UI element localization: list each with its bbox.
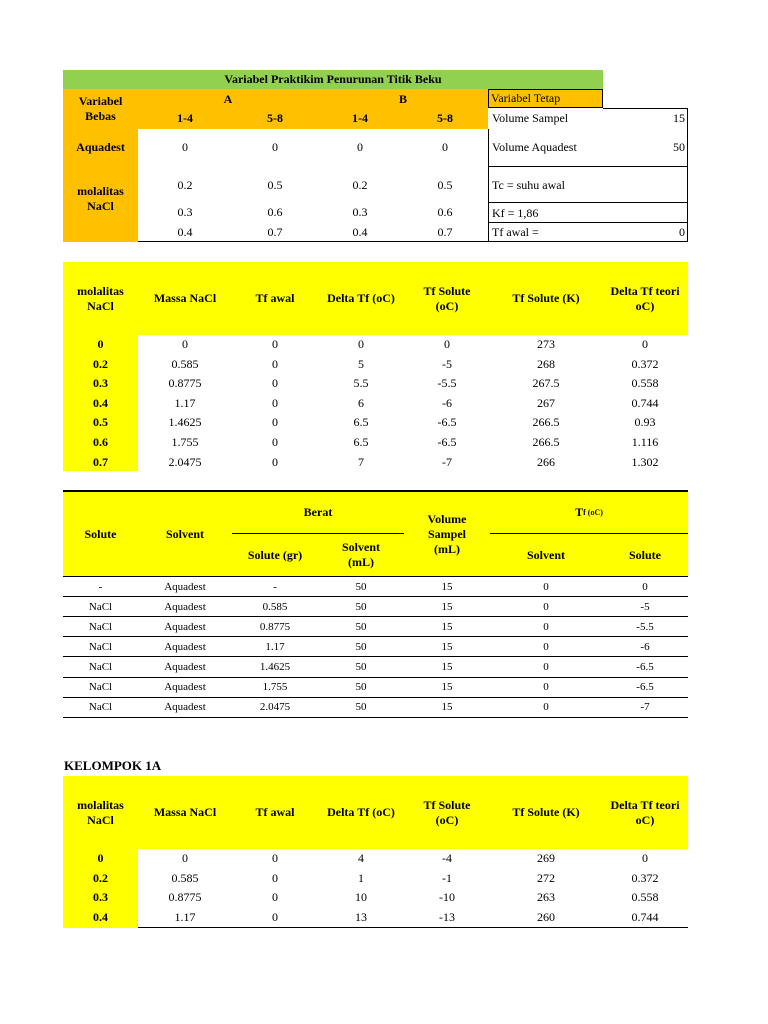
table-cell: 0.8775	[259, 620, 291, 633]
header-cell: Tf Solute (oC)	[423, 283, 471, 313]
volume-sampel-header: Volume Sampel (mL)	[427, 511, 467, 556]
header-cell: Tf Solute (oC)	[423, 797, 471, 827]
table-cell: 15	[441, 620, 453, 633]
table-cell: -4	[442, 851, 452, 865]
table-cell: 5	[358, 356, 364, 371]
table-cell: Aquadest	[164, 640, 206, 653]
molalitas-cell: 0.5	[437, 177, 453, 192]
table-cell: 50	[355, 580, 367, 593]
table-cell: 1.17	[174, 909, 196, 924]
table-cell: 0.3	[93, 890, 108, 904]
solvent-header: Solvent	[165, 526, 204, 541]
table-cell: 50	[355, 600, 367, 613]
table-cell: 0	[97, 337, 104, 351]
table-cell: 50	[355, 681, 367, 693]
table-cell: 0.2	[93, 356, 108, 371]
table-cell: 0	[543, 660, 549, 673]
molalitas-cell: 0.4	[177, 225, 193, 239]
table-cell: 0.4	[93, 909, 108, 924]
tetap-label: Kf = 1,86	[492, 205, 539, 220]
aquadest-label: Aquadest	[76, 140, 125, 154]
table-cell: 6.5	[353, 415, 369, 430]
table-cell: 267	[537, 395, 555, 410]
table-cell: 267.5	[532, 376, 560, 391]
sub-header-b2: 5-8	[437, 110, 453, 125]
table-cell: 0.744	[631, 395, 659, 410]
table-cell: 0	[642, 851, 648, 865]
table-cell: 0.7	[93, 454, 108, 469]
divider	[138, 927, 688, 928]
tetap-value: 15	[673, 110, 685, 125]
table-cell: 0	[358, 337, 364, 351]
table-cell: 272	[537, 870, 555, 885]
table-cell: 263	[537, 890, 555, 904]
table-cell: 10	[355, 890, 367, 904]
header-cell: Tf awal	[255, 291, 295, 305]
table-cell: 0	[543, 681, 549, 693]
header-cell: Delta Tf teori oC)	[610, 797, 680, 827]
group-a-label: A	[223, 91, 233, 106]
solute-header: Solute	[84, 526, 117, 541]
table-cell: 0.3	[93, 376, 108, 391]
table-cell: NaCl	[88, 660, 113, 673]
table-cell: 2.0475	[259, 701, 291, 714]
kelompok-title: KELOMPOK 1A	[64, 758, 162, 773]
table-cell: 0	[543, 701, 549, 714]
table-cell: -10	[439, 890, 455, 904]
table-cell: 269	[537, 851, 555, 865]
table-cell: 0	[543, 580, 549, 593]
variabel-tetap-header: Variabel Tetap	[488, 89, 603, 108]
table-cell: 0	[543, 620, 549, 633]
table-cell: 1.755	[262, 681, 288, 693]
molalitas-cell: 0.5	[267, 177, 283, 192]
table-cell: Aquadest	[164, 600, 206, 613]
table-cell: Aquadest	[164, 620, 206, 633]
table-cell: 50	[355, 640, 367, 653]
table-cell: 0.372	[631, 870, 659, 885]
table-cell: 15	[441, 660, 453, 673]
table-cell: -5	[442, 356, 452, 371]
table-cell: -	[98, 580, 103, 593]
table-cell: 0	[272, 851, 278, 865]
table-cell: -13	[439, 909, 455, 924]
table-cell: 1.17	[265, 640, 285, 653]
table-cell: 0.585	[262, 600, 288, 613]
table-cell: 1.755	[171, 435, 199, 449]
aquadest-value: 0	[357, 140, 363, 154]
table-cell: -7	[640, 701, 650, 714]
table-cell: Aquadest	[164, 660, 206, 673]
table-cell: NaCl	[88, 640, 113, 653]
table-cell: NaCl	[88, 620, 113, 633]
molalitas-cell: 0.3	[177, 205, 193, 219]
table-cell: 4	[358, 851, 364, 865]
table-cell: 1.116	[631, 435, 659, 449]
table-cell: 266	[537, 454, 555, 469]
header-cell: Massa NaCl	[153, 291, 217, 305]
tetap-value	[640, 168, 687, 202]
table-cell: 0	[272, 356, 278, 371]
table-cell: 0	[642, 337, 648, 351]
molalitas-cell: 0.4	[352, 225, 368, 239]
table-cell: 1.17	[174, 395, 196, 410]
table-cell: 0	[543, 600, 549, 613]
table-cell: 50	[355, 701, 367, 714]
tetap-label: Volume Sampel	[492, 110, 569, 125]
table-cell: Aquadest	[164, 681, 206, 693]
table-cell: 50	[355, 620, 367, 633]
tetap-value: 0	[679, 224, 685, 239]
table-cell: 15	[441, 600, 453, 613]
tetap-value: 50	[673, 139, 685, 154]
table-cell: 0.558	[631, 376, 659, 391]
divider	[488, 202, 688, 203]
table-cell: -5.5	[636, 620, 654, 633]
tf-header	[490, 492, 688, 533]
sub-header-a1: 1-4	[177, 110, 193, 125]
header-cell: Delta Tf (oC)	[327, 291, 395, 305]
table-cell: 0.5	[93, 415, 108, 430]
tetap-value	[640, 204, 687, 222]
berat-header: Berat	[303, 505, 333, 519]
variabel-bebas-label: Variabel Bebas	[78, 94, 123, 123]
table-cell: Aquadest	[164, 701, 206, 714]
table-cell: 15	[441, 640, 453, 653]
table-cell: 15	[441, 681, 453, 693]
solute-gr-header: Solute (gr)	[247, 547, 303, 562]
table-cell: 1.4625	[168, 415, 202, 430]
table-cell: 0	[272, 454, 278, 469]
table-cell: 2.0475	[168, 454, 202, 469]
sub-header-b1: 1-4	[352, 110, 368, 125]
sub-header-a2: 5-8	[267, 110, 283, 125]
table-cell: 266.5	[532, 415, 560, 430]
molalitas-label: molalitas NaCl	[77, 184, 124, 213]
table-cell: 0	[272, 376, 278, 391]
table-cell: -5	[640, 600, 650, 613]
table-cell: 0.93	[634, 415, 656, 430]
header-cell: Massa NaCl	[153, 805, 217, 819]
table-cell: 15	[441, 580, 453, 593]
table-cell: 0	[182, 851, 188, 865]
table-cell: 0.6	[93, 435, 108, 449]
tf-solvent-header: Solvent	[526, 547, 565, 562]
table-cell: -6.5	[437, 415, 457, 430]
table-cell: -1	[442, 870, 452, 885]
aquadest-value: 0	[182, 140, 188, 154]
table-cell: -	[273, 580, 277, 593]
table-cell: -7	[442, 454, 452, 469]
molalitas-cell: 0.7	[437, 225, 453, 239]
table-cell: 1.4625	[259, 660, 291, 673]
header-cell: Delta Tf teori oC)	[610, 283, 680, 313]
divider	[603, 108, 688, 109]
header-cell: molalitas NaCl	[77, 797, 124, 827]
table1-title: Variabel Praktikim Penurunan Titik Beku	[63, 70, 603, 89]
table-cell: 0	[444, 337, 450, 351]
table-cell: 0	[272, 435, 278, 449]
solvent-ml-header: Solvent (mL)	[341, 540, 380, 569]
table-cell: 0.8775	[168, 890, 202, 904]
header-cell: Tf Solute (K)	[512, 805, 580, 819]
divider	[488, 166, 688, 167]
table-cell: 0	[272, 870, 278, 885]
table-cell: 0.585	[171, 870, 199, 885]
tf-solute-header: Solute	[628, 547, 661, 562]
table-cell: 13	[355, 909, 367, 924]
header-cell: Tf awal	[255, 805, 295, 819]
header-cell: Tf Solute (K)	[512, 291, 580, 305]
tf-header-main: T	[575, 505, 584, 519]
table-cell: 7	[358, 454, 364, 469]
table-cell: 0.372	[631, 356, 659, 371]
table-cell: NaCl	[88, 701, 113, 714]
table-cell: -6.5	[437, 435, 457, 449]
aquadest-value: 0	[272, 140, 278, 154]
group-b-label: B	[398, 91, 407, 106]
divider	[488, 222, 688, 223]
table-cell: 266.5	[532, 435, 560, 449]
table-cell: 0	[272, 337, 278, 351]
table-cell: 0.558	[631, 890, 659, 904]
header-cell: Delta Tf (oC)	[327, 805, 395, 819]
table-cell: -6.5	[636, 660, 654, 673]
table-cell: 1.302	[631, 454, 659, 469]
molalitas-cell: 0.7	[267, 225, 283, 239]
tetap-label: Tf awal =	[492, 224, 539, 239]
table-cell: 1	[358, 870, 364, 885]
table-cell: 15	[441, 701, 453, 714]
table-cell: 6	[358, 395, 364, 410]
table-cell: 0.8775	[168, 376, 202, 391]
table-cell: 0.2	[93, 870, 108, 885]
row-divider	[63, 717, 688, 718]
table-cell: 0	[543, 640, 549, 653]
table-cell: 0.744	[631, 909, 659, 924]
divider	[687, 108, 688, 242]
tetap-label: Tc = suhu awal	[492, 177, 565, 192]
aquadest-value: 0	[442, 140, 448, 154]
table-cell: 0	[97, 851, 104, 865]
molalitas-cell: 0.6	[437, 205, 453, 219]
table-cell: 0.4	[93, 395, 108, 410]
header-cell: molalitas NaCl	[77, 283, 124, 313]
molalitas-cell: 0.2	[177, 177, 193, 192]
table-cell: 5.5	[353, 376, 369, 391]
table-cell: 50	[355, 660, 367, 673]
divider	[488, 129, 489, 242]
table-cell: -6.5	[636, 681, 654, 693]
table-cell: 0	[272, 395, 278, 410]
table-cell: 0	[272, 890, 278, 904]
table-cell: 273	[537, 337, 555, 351]
table-cell: 0	[182, 337, 188, 351]
table-cell: -6	[640, 640, 650, 653]
table-cell: 0	[272, 909, 278, 924]
table-cell: 268	[537, 356, 555, 371]
table-cell: 6.5	[353, 435, 369, 449]
table-cell: NaCl	[88, 600, 113, 613]
table-cell: 0.585	[171, 356, 199, 371]
table-cell: NaCl	[88, 681, 113, 693]
tetap-label: Volume Aquadest	[492, 139, 577, 154]
table-cell: -6	[442, 395, 452, 410]
table-cell: 260	[537, 909, 555, 924]
table-cell: 0	[272, 415, 278, 430]
molalitas-cell: 0.6	[267, 205, 283, 219]
divider	[138, 241, 688, 242]
tf-header-sub: f (oC)	[583, 508, 603, 517]
molalitas-cell: 0.2	[352, 177, 368, 192]
molalitas-cell: 0.3	[352, 205, 368, 219]
table-cell: 0	[642, 580, 648, 593]
table-cell: Aquadest	[164, 580, 206, 593]
table-cell: -5.5	[437, 376, 457, 391]
